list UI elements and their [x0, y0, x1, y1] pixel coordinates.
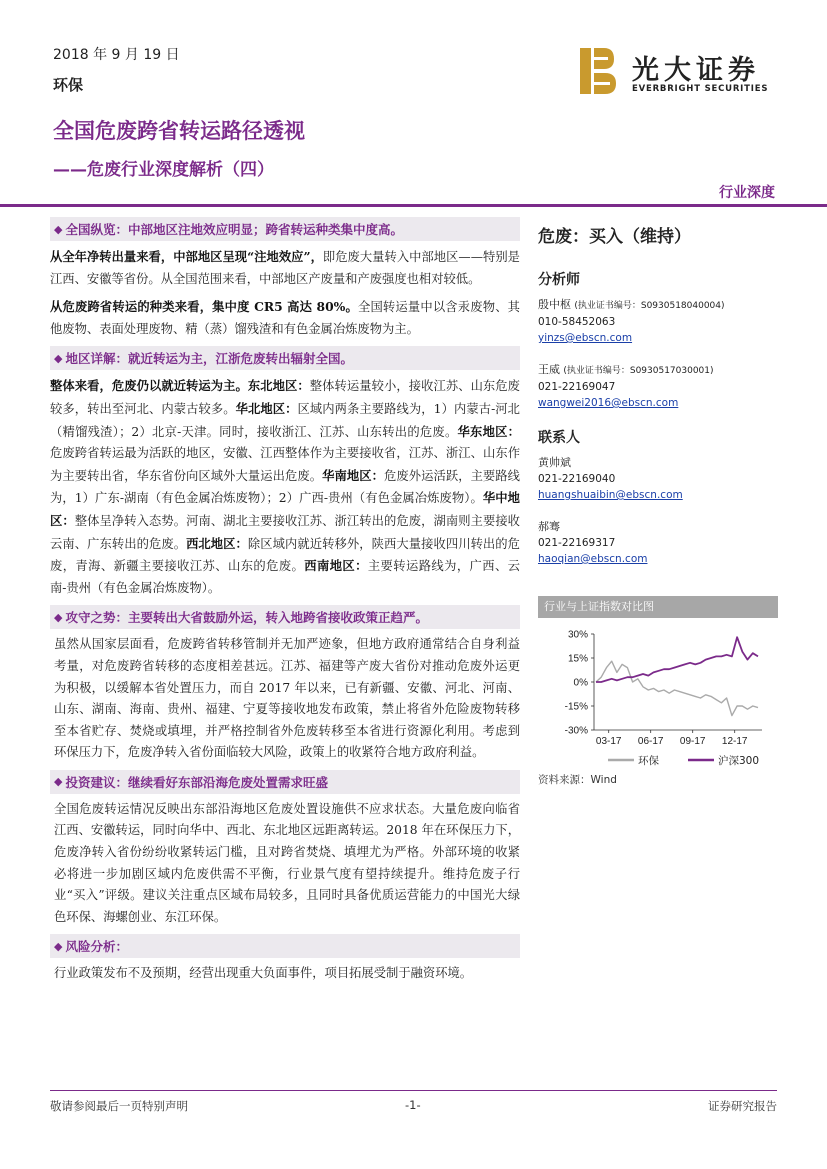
contact-phone: 021-22169040	[538, 473, 616, 485]
section-heading-regions: ◆ 地区详解：就近转运为主，江浙危废转出辐射全国。	[50, 346, 520, 370]
y-tick-label: 30%	[567, 629, 588, 641]
paragraph: 全国危废转运情况反映出东部沿海地区危废处置设施供不应求状态。大量危废向临省江西、安徽转运，同时向华中、西北、东北地区远距离转运。2018 年在环保压力下，危废净转入省份纷纷收紧转运门槛，且对跨省焚烧、填埋尤为严格。外部环境的收紧必将进一步加剧区域内危废供需不平衡，行业景气度有望持续提升。维持危废子行业“买入”评级。建议关注重点区域布局较多，且同时具备优质运营能力的中国光大绿色环保、海螺创业、东江环保。	[54, 801, 520, 924]
y-tick-label: -15%	[564, 701, 588, 713]
analyst-card	[538, 297, 778, 346]
contact-heading: 联系人	[538, 430, 580, 446]
contact-card	[538, 519, 778, 567]
header-divider	[0, 204, 827, 207]
footer-report-label: 证券研究报告	[708, 1099, 777, 1113]
paragraph: 从全年净转出量来看，中部地区呈现“注地效应”，即危废大量转入中部地区——特别是江西、安徽等省份。从全国范围来看，中部地区产废量和产废强度也相对较低。	[50, 249, 520, 286]
chart-source: 资料来源：Wind	[538, 774, 617, 786]
contact-phone: 021-22169317	[538, 537, 616, 549]
contact-email-link[interactable]: haoqian@ebscn.com	[538, 553, 648, 565]
report-title: 全国危废跨省转运路径透视	[53, 119, 305, 143]
footer-disclaimer: 敬请参阅最后一页特别声明	[50, 1099, 188, 1113]
everbright-logo-icon	[580, 48, 616, 94]
analyst-cert: (执业证书编号：S0930517030001)	[563, 366, 714, 376]
x-tick-label: 03-17	[595, 736, 622, 747]
y-tick-label: 0%	[573, 677, 588, 689]
section-heading-investment: ◆ 投资建议：继续看好东部沿海危废处置需求旺盛	[50, 770, 520, 794]
sector-label: 环保	[53, 76, 84, 94]
analyst-email-link[interactable]: wangwei2016@ebscn.com	[538, 397, 679, 409]
section-heading-policy: ◆ 攻守之势：主要转出大省鼓励外运，转入地跨省接收政策正趋严。	[50, 605, 520, 629]
analyst-card	[538, 362, 778, 411]
diamond-bullet-icon: ◆	[54, 610, 63, 624]
paragraph: 整体来看，危废仍以就近转运为主。东北地区：整体转运量较小，接收江苏、山东危废较多，转出至河北、内蒙古较多。华北地区：区域内两条主要路线为，1）内蒙古-河北（精馏残渣）；2）北京-天津。同时，接收浙江、江苏、山东转出的危废。华东地区：危废跨省转运最为活跃的地区，安徽、江西整体作为主要接收省，江苏、浙江、山东作为主要转出省，华东省份向区域外大量运出危废。华南地区：危废外运活跃，主要路线为，1）广东-湖南（有色金属冶炼废物）；2）广西-贵州（有色金属冶炼废物）。华中地区：整体呈净转入态势。河南、湖北主要接收江苏、浙江转出的危废，湖南则主要接收云南、广东转出的危废。西北地区：除区域内就近转移外，陕西大量接收四川转出的危废，青海、新疆主要接收江苏、山东的危废。西南地区：主要转运路线为，广西、云南-贵州（有色金属冶炼废物）。	[50, 378, 520, 595]
sidebar	[538, 222, 778, 583]
section-heading-overview: ◆ 全国纵览：中部地区注地效应明显；跨省转运种类集中度高。	[50, 217, 520, 241]
logo-chinese-name: 光大证券	[632, 55, 760, 86]
chart-title: 行业与上证指数对比图	[538, 596, 778, 618]
analyst-name: 殷中枢	[538, 298, 571, 311]
paragraph: 从危废跨省转运的种类来看，集中度 CR5 高达 80%。全国转运量中以含汞废物、其他废物、表面处理废物、精（蒸）馏残渣和有色金属冶炼废物为主。	[50, 299, 520, 336]
series-line-huanbao	[596, 661, 758, 715]
analyst-phone: 010-58452063	[538, 316, 616, 328]
section-heading-risk: ◆ 风险分析：	[50, 934, 520, 958]
diamond-bullet-icon: ◆	[54, 775, 63, 789]
contact-email-link[interactable]: huangshuaibin@ebscn.com	[538, 489, 683, 501]
chart-plot	[538, 618, 778, 774]
analyst-heading: 分析师	[538, 272, 580, 288]
x-tick-label: 06-17	[637, 736, 664, 747]
contact-name: 郝骞	[538, 520, 560, 533]
x-tick-label: 12-17	[721, 736, 748, 747]
y-tick-label: 15%	[567, 653, 588, 665]
analyst-cert: (执业证书编号：S0930518040004)	[574, 301, 725, 311]
paragraph: 虽然从国家层面看，危废跨省转移管制并无加严迹象，但地方政府通常结合自身利益考量，对危废跨省转移的态度相差甚远。江苏、福建等产废大省份对推动危废外运更为积极，以缓解本省处置压力，而自 2017 年以来，已有新疆、安徽、河北、河南、山东、湖南、海南、贵州、福建、宁夏等接收地发布政策，禁止将省外危险废物转移至本省贮存、焚烧或填埋，并严格控制省外危废转移至本省进行资源化利用。考虑到环保压力下，危废净转入省份面临较大风险，政策上的收紧符合地方政府利益。	[54, 637, 520, 760]
paragraph: 行业政策发布不及预期，经营出现重大负面事件，项目拓展受制于融资环境。	[54, 966, 473, 981]
analyst-phone: 021-22169047	[538, 381, 616, 393]
diamond-bullet-icon: ◆	[54, 939, 63, 953]
performance-chart	[538, 596, 778, 796]
legend-label: 沪深300	[718, 755, 760, 767]
analyst-name: 王威	[538, 363, 560, 376]
series-line-hs300	[596, 637, 758, 682]
report-subtitle: ——危废行业深度解析（四）	[53, 160, 274, 180]
footer-divider	[50, 1090, 777, 1091]
company-logo	[580, 48, 780, 98]
analyst-email-link[interactable]: yinzs@ebscn.com	[538, 332, 633, 344]
contact-card	[538, 455, 778, 503]
legend-label: 环保	[638, 755, 659, 767]
logo-english-name: EVERBRIGHT SECURITIES	[632, 84, 769, 94]
rating: 危废：买入（维持）	[538, 227, 691, 247]
diamond-bullet-icon: ◆	[54, 222, 63, 236]
page-number: -1-	[405, 1098, 421, 1112]
report-body	[50, 217, 520, 991]
contact-name: 黄帅斌	[538, 456, 571, 469]
diamond-bullet-icon: ◆	[54, 351, 63, 365]
x-tick-label: 09-17	[679, 736, 706, 747]
report-date: 2018 年 9 月 19 日	[53, 47, 180, 63]
report-type: 行业深度	[719, 185, 775, 201]
y-tick-label: -30%	[564, 725, 588, 737]
